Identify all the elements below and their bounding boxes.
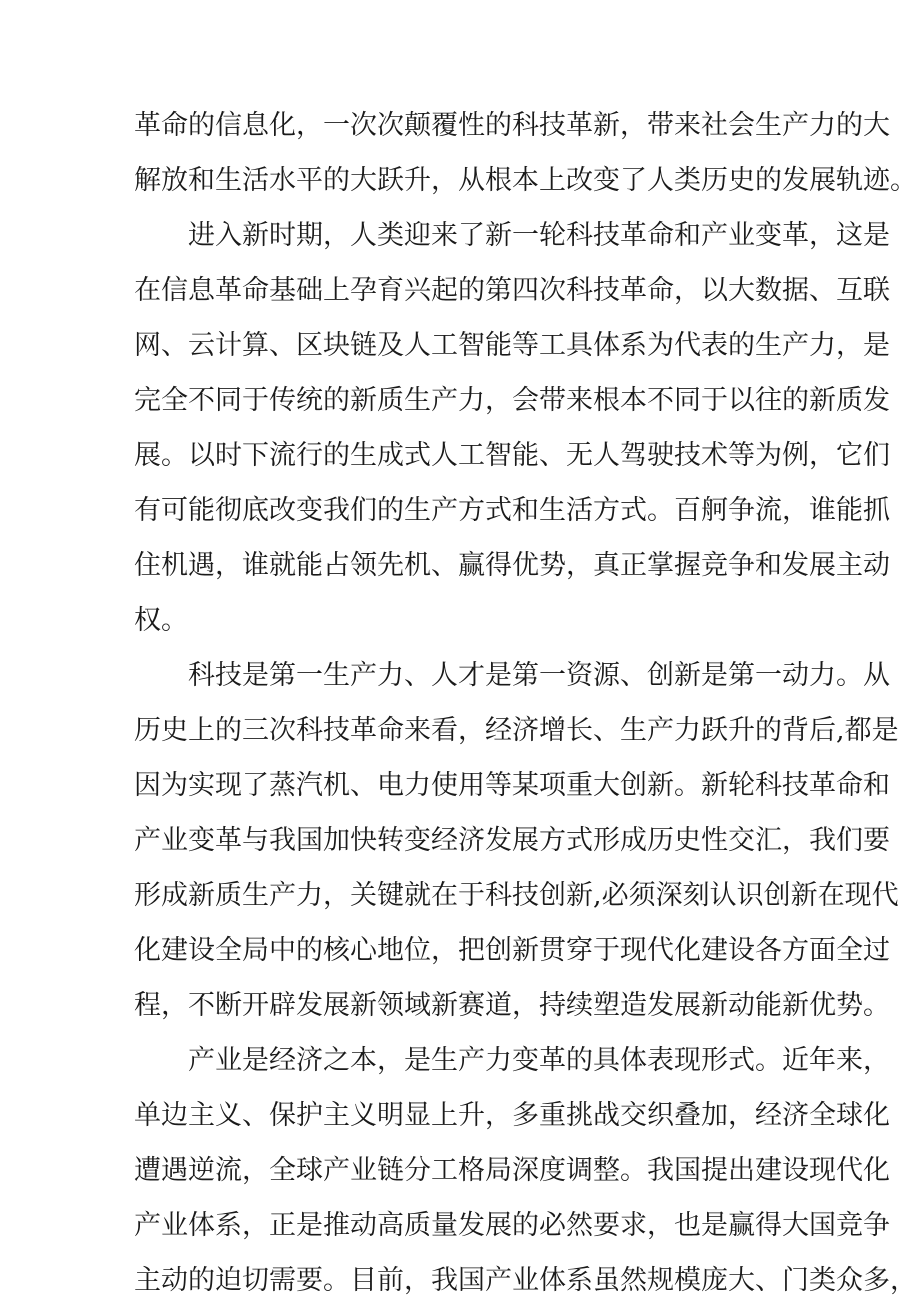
paragraph-4-line-5: 主动的迫切需要。目前，我国产业体系虽然规模庞大、门类众多， — [134, 1265, 917, 1296]
paragraph-1-line-2: 解放和生活水平的大跃升，从根本上改变了人类历史的发展轨迹。 — [134, 165, 917, 196]
paragraph-3-line-6: 化建设全局中的核心地位，把创新贯穿于现代化建设各方面全过 — [134, 935, 890, 966]
paragraph-2-line-6: 有可能彻底改变我们的生产方式和生活方式。百舸争流，谁能抓 — [134, 495, 890, 526]
paragraph-2-line-2: 在信息革命基础上孕育兴起的第四次科技革命，以大数据、互联 — [134, 275, 890, 306]
paragraph-2-line-5: 展。以时下流行的生成式人工智能、无人驾驶技术等为例，它们 — [134, 440, 890, 471]
paragraph-4-line-4: 产业体系，正是推动高质量发展的必然要求，也是赢得大国竞争 — [134, 1210, 890, 1241]
paragraph-4-line-1: 产业是经济之本，是生产力变革的具体表现形式。近年来， — [188, 1045, 890, 1076]
paragraph-2-line-1: 进入新时期，人类迎来了新一轮科技革命和产业变革，这是 — [188, 220, 890, 251]
paragraph-3-line-3: 因为实现了蒸汽机、电力使用等某项重大创新。新轮科技革命和 — [134, 770, 890, 801]
paragraph-3-line-4: 产业变革与我国加快转变经济发展方式形成历史性交汇，我们要 — [134, 825, 890, 856]
paragraph-3-line-2: 历史上的三次科技革命来看，经济增长、生产力跃升的背后,都是 — [134, 715, 899, 746]
paragraph-1-line-1: 革命的信息化，一次次颠覆性的科技革新，带来社会生产力的大 — [134, 110, 890, 141]
paragraph-3-line-7: 程，不断开辟发展新领域新赛道，持续塑造发展新动能新优势。 — [134, 990, 890, 1021]
paragraph-3-line-1: 科技是第一生产力、人才是第一资源、创新是第一动力。从 — [188, 660, 890, 691]
paragraph-3-line-5: 形成新质生产力，关键就在于科技创新,必须深刻认识创新在现代 — [134, 880, 899, 911]
paragraph-4-line-3: 遭遇逆流，全球产业链分工格局深度调整。我国提出建设现代化 — [134, 1155, 890, 1186]
paragraph-4-line-2: 单边主义、保护主义明显上升，多重挑战交织叠加，经济全球化 — [134, 1100, 890, 1131]
paragraph-2-line-3: 网、云计算、区块链及人工智能等工具体系为代表的生产力，是 — [134, 330, 890, 361]
paragraph-2-line-8: 权。 — [134, 605, 188, 636]
paragraph-2-line-7: 住机遇，谁就能占领先机、赢得优势，真正掌握竞争和发展主动 — [134, 550, 890, 581]
paragraph-2-line-4: 完全不同于传统的新质生产力，会带来根本不同于以往的新质发 — [134, 385, 890, 416]
